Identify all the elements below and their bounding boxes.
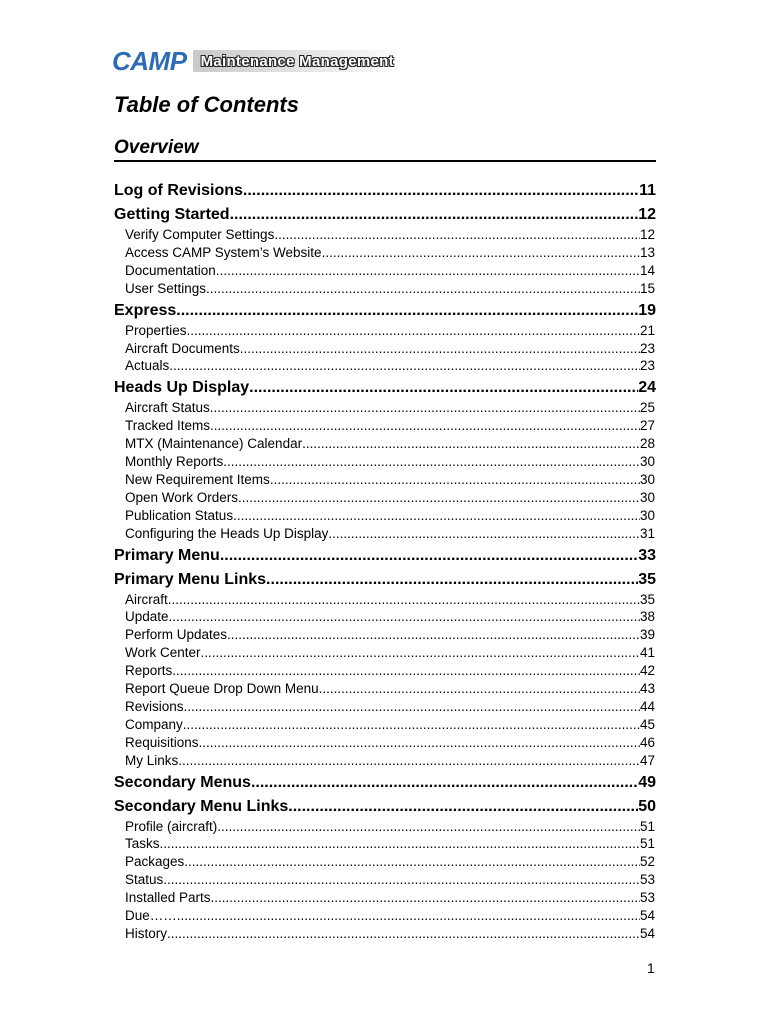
- toc-leader-dots: [178, 753, 640, 768]
- toc-entry-page: 30: [639, 489, 655, 505]
- toc-entry-page: 50: [638, 797, 656, 815]
- toc-leader-dots: [233, 508, 640, 523]
- toc-entry-page: 21: [639, 322, 655, 338]
- toc-subentry[interactable]: [125, 645, 655, 663]
- toc-entry[interactable]: [114, 774, 656, 794]
- toc-entry[interactable]: [114, 302, 656, 322]
- toc-leader-dots: [184, 699, 640, 714]
- toc-entry-label: Heads Up Display: [114, 379, 250, 397]
- toc-entry-page: 28: [639, 436, 655, 452]
- toc-entry-page: 11: [639, 182, 656, 199]
- toc-entry-label: Aircraft: [125, 591, 168, 607]
- toc-leader-dots: [199, 735, 640, 750]
- toc-subentry[interactable]: [125, 400, 655, 418]
- toc-entry[interactable]: [114, 571, 656, 591]
- toc-entry-label: Secondary Menu Links: [114, 797, 289, 815]
- toc-leader-dots: [172, 663, 640, 678]
- toc-entry-label: New Requirement Items: [125, 471, 270, 487]
- toc-entry-label: Reports: [125, 663, 173, 679]
- toc-entry-page: 53: [639, 872, 655, 888]
- toc-entry-label: Publication Status: [125, 507, 234, 523]
- toc-entry-label: Report Queue Drop Down Menu: [125, 681, 319, 696]
- toc-leader-dots: [210, 400, 640, 415]
- toc-entry-label: Profile (aircraft): [125, 818, 218, 834]
- toc-entry-page: 49: [638, 773, 656, 791]
- toc-subentry[interactable]: [125, 245, 655, 263]
- toc-subentry[interactable]: [125, 592, 655, 610]
- toc-leader-dots: [238, 490, 640, 505]
- toc-entry-label: MTX (Maintenance) Calendar: [125, 436, 303, 452]
- toc-subentry[interactable]: [125, 663, 655, 681]
- toc-leader-dots: [184, 854, 640, 869]
- toc-entry-label: Perform Updates: [125, 627, 228, 643]
- toc-entry-label: Getting Started: [114, 206, 230, 223]
- toc-entry-label: Open Work Orders: [125, 489, 239, 505]
- toc-entry-page: 35: [639, 591, 655, 607]
- toc-entry-page: 30: [639, 507, 655, 523]
- toc-entry-page: 23: [639, 340, 655, 356]
- toc-entry-label: History: [125, 925, 168, 941]
- logo-subtitle: Maintenance Management: [200, 52, 394, 70]
- toc-subentry[interactable]: [125, 227, 655, 245]
- toc-entry-label: Secondary Menus: [114, 773, 251, 791]
- toc-entry-label: Actuals: [125, 358, 170, 374]
- toc-entry-page: 51: [639, 818, 655, 834]
- toc-entry-label: Tracked Items: [125, 418, 211, 434]
- toc-entry-page: 30: [639, 454, 655, 469]
- toc-entry-page: 43: [639, 681, 655, 696]
- toc-entry-label: My Links: [125, 752, 179, 768]
- toc-entry-label: Aircraft Documents: [125, 340, 240, 356]
- toc-leader-dots: [169, 358, 640, 373]
- toc-subentry[interactable]: [125, 890, 655, 908]
- toc-entry[interactable]: [114, 798, 656, 818]
- toc-subentry[interactable]: [125, 508, 655, 526]
- toc-subentry[interactable]: [125, 735, 655, 753]
- toc-entry-page: 15: [639, 280, 655, 296]
- toc-entry-label: Revisions: [125, 698, 184, 714]
- toc-leader-dots: [176, 302, 638, 320]
- toc-leader-dots: [167, 926, 640, 941]
- page-title: Table of Contents: [114, 92, 299, 117]
- toc-entry-page: 30: [639, 471, 655, 487]
- toc-subentry[interactable]: [125, 819, 655, 837]
- toc-entry-label: Company: [125, 716, 183, 732]
- toc-leader-dots: [322, 245, 640, 260]
- toc-entry-page: 53: [639, 890, 655, 906]
- toc-entry-page: 23: [639, 358, 655, 374]
- toc-leader-dots: [169, 609, 640, 624]
- toc-entry-page: 13: [639, 244, 655, 260]
- toc-entry-page: 52: [639, 854, 655, 870]
- toc-leader-dots: [251, 774, 638, 792]
- toc-entry-label: Express: [114, 301, 177, 319]
- toc-entry-page: 31: [639, 525, 655, 541]
- toc-entry-page: 39: [639, 627, 655, 643]
- toc-leader-dots: [319, 681, 640, 696]
- toc-subentry[interactable]: [125, 418, 655, 436]
- toc-entry-page: 47: [639, 752, 655, 768]
- toc-leader-dots: [240, 341, 640, 356]
- toc-subentry[interactable]: [125, 836, 655, 854]
- toc-leader-dots: [206, 281, 640, 296]
- toc-subentry[interactable]: [125, 753, 655, 771]
- toc-leader-dots: [211, 890, 640, 905]
- toc-entry-label: Work Center: [125, 645, 201, 661]
- toc-leader-dots: [227, 627, 640, 642]
- toc-subentry[interactable]: [125, 263, 655, 281]
- toc-entry-page: 42: [639, 663, 655, 679]
- toc-entry-label: Primary Menu Links: [114, 570, 267, 588]
- toc-entry-page: 33: [638, 546, 656, 564]
- toc-leader-dots: [201, 645, 640, 660]
- toc-leader-dots: [168, 592, 640, 607]
- toc-entry-label: User Settings: [125, 280, 207, 296]
- toc-leader-dots: [243, 182, 639, 200]
- toc-entry-page: 25: [639, 400, 655, 416]
- logo-brand: CAMP: [112, 45, 187, 76]
- toc-entry-label: Configuring the Heads Up Display: [125, 525, 329, 541]
- toc-entry-label: Monthly Reports: [125, 454, 224, 469]
- toc-subentry[interactable]: [125, 281, 655, 299]
- toc-entry-page: 12: [639, 227, 655, 242]
- toc-leader-dots: [302, 436, 640, 451]
- toc-entry-label: Tasks: [125, 836, 160, 852]
- toc-leader-dots: [187, 323, 640, 338]
- toc-entry-label: Packages: [125, 854, 185, 870]
- toc-entry-page: 54: [639, 908, 655, 923]
- toc-subentry[interactable]: [125, 358, 655, 376]
- toc-entry-label: Due…….: [125, 908, 181, 923]
- toc-leader-dots: [266, 571, 638, 589]
- toc-entry-page: 38: [639, 609, 655, 625]
- toc-entry-label: Log of Revisions: [114, 182, 243, 199]
- toc-entry-label: Verify Computer Settings: [125, 227, 275, 242]
- toc-subentry[interactable]: [125, 926, 655, 944]
- toc-leader-dots: [249, 379, 638, 397]
- toc-subentry[interactable]: [125, 490, 655, 508]
- toc-leader-dots: [288, 798, 638, 816]
- toc-entry-page: 51: [639, 836, 655, 852]
- toc-entry-page: 27: [639, 418, 655, 434]
- toc-leader-dots: [217, 819, 640, 834]
- toc-entry-label: Status: [125, 872, 164, 888]
- toc-entry-page: 35: [638, 570, 656, 588]
- toc-entry-page: 46: [639, 734, 655, 750]
- toc-entry[interactable]: [114, 379, 656, 399]
- toc-entry-page: 12: [638, 206, 656, 223]
- toc-subentry[interactable]: [125, 323, 655, 341]
- toc-subentry[interactable]: [125, 681, 655, 699]
- toc-entry-label: Documentation: [125, 262, 216, 278]
- toc-entry-label: Installed Parts: [125, 890, 211, 906]
- toc-entry-page: 19: [638, 301, 656, 319]
- toc-entry[interactable]: [114, 182, 656, 202]
- toc-subentry[interactable]: [125, 472, 655, 490]
- toc-leader-dots: [270, 472, 640, 487]
- toc-leader-dots: [210, 418, 640, 433]
- toc-entry-label: Requisitions: [125, 734, 199, 750]
- toc-entry-page: 44: [639, 698, 655, 714]
- toc-entry-page: 54: [639, 925, 655, 941]
- toc-leader-dots: [220, 547, 638, 565]
- toc-leader-dots: [230, 206, 639, 224]
- toc-entry-label: Primary Menu: [114, 546, 220, 564]
- toc-subentry[interactable]: [125, 908, 655, 926]
- toc-leader-dots: [223, 454, 640, 469]
- toc-entry-page: 14: [639, 262, 655, 278]
- toc-leader-dots: [181, 908, 640, 923]
- toc-subentry[interactable]: [125, 526, 655, 544]
- toc-entry[interactable]: [114, 206, 656, 226]
- toc-entry-page: 45: [639, 716, 655, 732]
- toc-entry-label: Properties: [125, 322, 187, 338]
- toc-entry-label: Aircraft Status: [125, 400, 210, 416]
- toc-subentry[interactable]: [125, 699, 655, 717]
- section-heading: Overview: [114, 137, 656, 162]
- toc-subentry[interactable]: [125, 872, 655, 890]
- toc-subentry[interactable]: [125, 454, 655, 472]
- toc-leader-dots: [274, 227, 640, 242]
- toc-subentry[interactable]: [125, 717, 655, 735]
- toc-leader-dots: [183, 717, 640, 732]
- toc-leader-dots: [216, 263, 640, 278]
- toc-entry-page: 41: [639, 645, 655, 661]
- toc-subentry[interactable]: [125, 627, 655, 645]
- toc-subentry[interactable]: [125, 341, 655, 359]
- toc-subentry[interactable]: [125, 854, 655, 872]
- toc-entry-label: Update: [125, 609, 169, 625]
- toc-leader-dots: [328, 526, 640, 541]
- toc-subentry[interactable]: [125, 436, 655, 454]
- toc-entry-page: 24: [638, 379, 656, 397]
- page-number: 1: [647, 960, 655, 976]
- toc-leader-dots: [163, 872, 640, 887]
- toc-entry[interactable]: [114, 547, 656, 567]
- toc-entry-label: Access CAMP System’s Website: [125, 244, 322, 260]
- toc-subentry[interactable]: [125, 609, 655, 627]
- toc-leader-dots: [160, 836, 640, 851]
